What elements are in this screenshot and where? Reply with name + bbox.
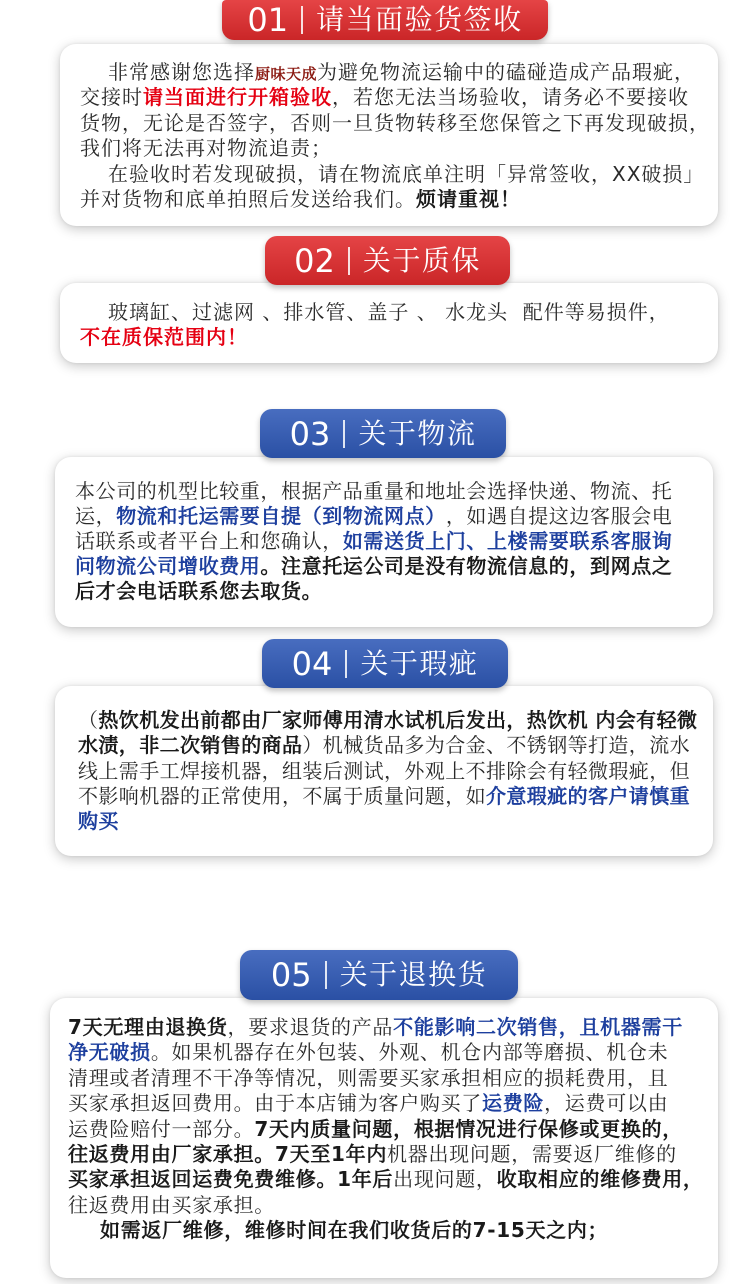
emphasis-red-text: 不在质保范围内！	[80, 325, 248, 349]
emphasis-blue-text: 介意瑕疵的客户请慎重	[486, 783, 690, 808]
text-line	[80, 162, 710, 187]
section-04-body	[78, 708, 697, 834]
bold-text: 水渍，非二次销售的商品	[78, 733, 303, 758]
text-line	[80, 300, 670, 325]
body-text: 话联系或者平台上和您确认，	[75, 529, 343, 553]
body-text: 为避免物流运输中的磕碰造成产品瑕疵，	[317, 60, 696, 84]
emphasis-blue-text: 不能影响二次销售，且机器需干	[393, 1015, 683, 1039]
header-divider	[325, 961, 327, 989]
section-number: 04	[291, 644, 333, 683]
section-title: 关于物流	[358, 416, 477, 450]
section-title: 关于质保	[362, 243, 481, 277]
text-line	[68, 1040, 704, 1065]
text-line	[80, 60, 710, 85]
text-line	[78, 708, 697, 733]
emphasis-blue-text: 物流和托运需要自提（到物流网点）	[116, 504, 446, 528]
text-line	[80, 136, 710, 161]
body-text: 玻璃缸、过滤网 、排水管、盖子 、 水龙头 配件等易损件，	[108, 300, 670, 324]
body-text: 交接时	[80, 85, 143, 110]
body-text: ，要求退货的产品	[227, 1015, 394, 1039]
text-line	[80, 187, 710, 212]
bold-text: 后才会电话联系您去取货。	[75, 579, 323, 603]
text-line	[78, 759, 697, 784]
text-line	[80, 85, 710, 110]
section-title: 关于退换货	[339, 958, 488, 991]
text-line	[68, 1218, 704, 1243]
section-02-header	[265, 236, 510, 285]
text-line	[68, 1117, 704, 1142]
section-03-header	[260, 409, 506, 458]
text-line	[75, 554, 672, 579]
header-divider	[345, 650, 347, 678]
section-01-body	[80, 60, 710, 212]
body-text: 我们将无法再对物流追责；	[80, 136, 332, 161]
section-title: 请当面验货签收	[316, 3, 523, 36]
section-05-card	[50, 998, 718, 1278]
section-number: 01	[247, 1, 289, 39]
header-divider	[348, 247, 350, 275]
section-number: 05	[270, 956, 312, 994]
text-line	[68, 1066, 704, 1091]
text-line	[68, 1015, 704, 1040]
text-line	[68, 1167, 704, 1192]
body-text: ）机械货品多为合金、不锈钢等打造，流水	[302, 733, 691, 758]
emphasis-blue-text: 问物流公司增收费用	[75, 554, 261, 578]
brand-name: 厨味天成	[255, 65, 318, 83]
text-line	[75, 529, 672, 554]
body-text: ，运费可以由	[544, 1091, 669, 1116]
emphasis-red-text: 请当面进行开箱验收	[143, 85, 332, 110]
text-line	[75, 504, 672, 529]
bold-text: 往返费用由厂家承担。7天至1年内	[68, 1141, 388, 1166]
section-02-card	[60, 283, 718, 363]
text-line	[75, 479, 672, 504]
bold-text: 热饮机发出前都由厂家师傅用清水试机后发出，热饮机 内会有轻微	[98, 708, 698, 732]
body-text: 线上需手工焊接机器，组装后测试，外观上不排除会有轻微瑕疵，但	[78, 758, 690, 783]
emphasis-blue-text: 购买	[78, 809, 119, 834]
text-line	[78, 809, 697, 834]
section-05-body	[68, 1015, 704, 1244]
body-text: 不影响机器的正常使用，不属于质量问题，如	[78, 783, 486, 808]
section-number: 02	[294, 241, 335, 280]
body-text: 清理或者清理不干净等情况，则需要买家承担相应的损耗费用，且	[68, 1065, 669, 1090]
body-text: 机器出现问题，需要返厂维修的	[387, 1141, 677, 1166]
emphasis-blue-text: 净无破损	[68, 1040, 151, 1065]
header-divider	[301, 6, 303, 34]
body-text: 在验收时若发现破损，请在物流底单注明「异常签收，XX破损」	[108, 161, 705, 186]
section-05-header	[240, 950, 518, 1000]
body-text: 本公司的机型比较重，根据产品重量和地址会选择快递、物流、托	[75, 479, 673, 503]
text-line	[80, 111, 710, 136]
section-01-header	[222, 0, 548, 40]
body-text: 并对货物和底单拍照后发送给我们。	[80, 186, 416, 211]
body-text: 往返费用由买家承担。	[68, 1192, 275, 1217]
section-02-body	[80, 300, 670, 350]
text-line	[78, 733, 697, 758]
section-04-header	[262, 639, 508, 688]
bold-text: 7天无理由退换货	[68, 1015, 228, 1039]
bold-text: 7天内质量问题，根据情况进行保修或更换的，	[254, 1116, 683, 1141]
section-04-card	[55, 686, 713, 856]
emphasis-blue-text: 运费险	[482, 1091, 545, 1116]
body-text: 买家承担返回费用。由于本店铺为客户购买了	[68, 1091, 482, 1116]
section-03-body	[75, 479, 672, 604]
bold-text: 烦请重视！	[416, 186, 521, 211]
body-text: 运，	[75, 504, 117, 528]
text-line	[80, 325, 670, 350]
bold-text: 。注意托运公司是没有物流信息的，到网点之	[260, 554, 673, 578]
section-01-card	[60, 44, 718, 226]
section-title: 关于瑕疵	[360, 646, 479, 680]
body-text: ，若您无法当场验收，请务必不要接收	[332, 85, 689, 110]
body-text: ，如遇自提这边客服会电	[445, 504, 673, 528]
bold-text: 收取相应的维修费用，	[496, 1167, 704, 1192]
text-line	[68, 1091, 704, 1116]
body-text: 。如果机器存在外包装、外观、机仓内部等磨损、机仓未	[150, 1040, 669, 1065]
bold-text: 如需返厂维修，维修时间在我们收货后的7-15天之内；	[100, 1218, 609, 1243]
body-text: 货物，无论是否签字，否则一旦货物转移至您保管之下再发现破损，	[80, 110, 710, 135]
body-text: （	[78, 708, 99, 732]
body-text: 运费险赔付一部分。	[68, 1116, 255, 1141]
emphasis-blue-text: 如需送货上门、上楼需要联系客服询	[342, 529, 673, 553]
text-line	[68, 1142, 704, 1167]
bold-text: 买家承担返回运费免费维修。1年后	[68, 1167, 394, 1192]
header-divider	[343, 420, 345, 448]
text-line	[68, 1193, 704, 1218]
body-text: 非常感谢您选择	[108, 60, 255, 84]
section-number: 03	[289, 414, 331, 453]
text-line	[75, 579, 672, 604]
text-line	[78, 784, 697, 809]
section-03-card	[55, 457, 713, 627]
body-text: 出现问题，	[393, 1167, 497, 1192]
